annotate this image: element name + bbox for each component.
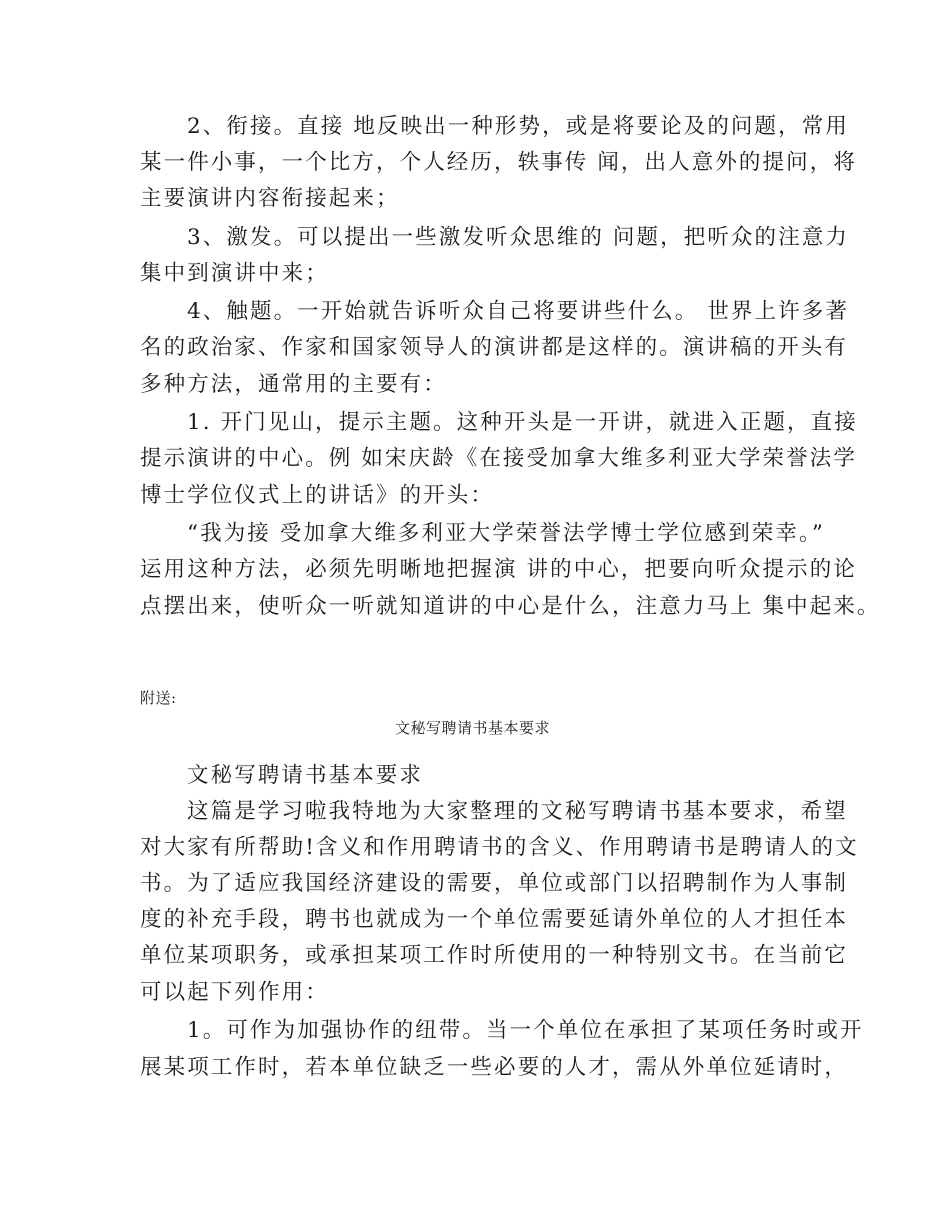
paragraph-line: 展某项工作时，若本单位缺乏一些必要的人才，需从外单位延请时， xyxy=(140,1055,849,1080)
paragraph-line: 单位某项职务，或承担某项工作时所使用的一种特别文书。在当前它 xyxy=(140,943,849,968)
paragraph-line: 主要演讲内容衔接起来； xyxy=(140,186,400,211)
section-heading: 文秘写聘请书基本要求 xyxy=(187,763,424,788)
paragraph-line: 点摆出来，使听众一听就知道讲的中心是什么，注意力马上 集中起来。 xyxy=(140,594,881,619)
paragraph-line: 集中到演讲中来； xyxy=(140,261,329,286)
paragraph-line: 运用这种方法，必须先明晰地把握演 讲的中心，把要向听众提示的论 xyxy=(140,557,857,582)
quote-line: “我为接 受加拿大维多利亚大学荣誉法学博士学位感到荣幸。” xyxy=(187,521,825,546)
paragraph-line: 1。可作为加强协作的纽带。当一个单位在承担了某项任务时或开 xyxy=(187,1018,864,1043)
paragraph-line: 提示演讲的中心。例 如宋庆龄《在接受加拿大维多利亚大学荣誉法学 xyxy=(140,446,857,471)
paragraph-line: 书。为了适应我国经济建设的需要，单位或部门以招聘制作为人事制 xyxy=(140,871,849,896)
paragraph-line: 博士学位仪式上的讲话》的开头： xyxy=(140,483,495,508)
paragraph-line: 2、衔接。直接 地反映出一种形势，或是将要论及的问题，常用 xyxy=(187,114,849,139)
paragraph-line: 4、触题。一开始就告诉听众自己将要讲些什么。 世界上许多著 xyxy=(187,299,849,324)
paragraph-line: 名的政治家、作家和国家领导人的演讲都是这样的。演讲稿的开头有 xyxy=(140,335,849,360)
paragraph-line: 对大家有所帮助!含义和作用聘请书的含义、作用聘请书是聘请人的文 xyxy=(140,835,859,860)
paragraph-line: 这篇是学习啦我特地为大家整理的文秘写聘请书基本要求，希望 xyxy=(187,799,848,824)
paragraph-line: 1. 开门见山，提示主题。这种开头是一开讲，就进入正题，直接 xyxy=(187,410,858,435)
paragraph-line: 多种方法，通常用的主要有： xyxy=(140,372,447,397)
appendix-title: 文秘写聘请书基本要求 xyxy=(395,719,551,737)
paragraph-line: 3、激发。可以提出一些激发听众思维的 问题，把听众的注意力 xyxy=(187,225,849,250)
paragraph-line: 度的补充手段，聘书也就成为一个单位需要延请外单位的人才担任本 xyxy=(140,907,849,932)
paragraph-line: 某一件小事，一个比方，个人经历，轶事传 闻，出人意外的提问，将 xyxy=(140,150,857,175)
appendix-label: 附送: xyxy=(140,689,177,707)
paragraph-line: 可以起下列作用： xyxy=(140,980,329,1005)
